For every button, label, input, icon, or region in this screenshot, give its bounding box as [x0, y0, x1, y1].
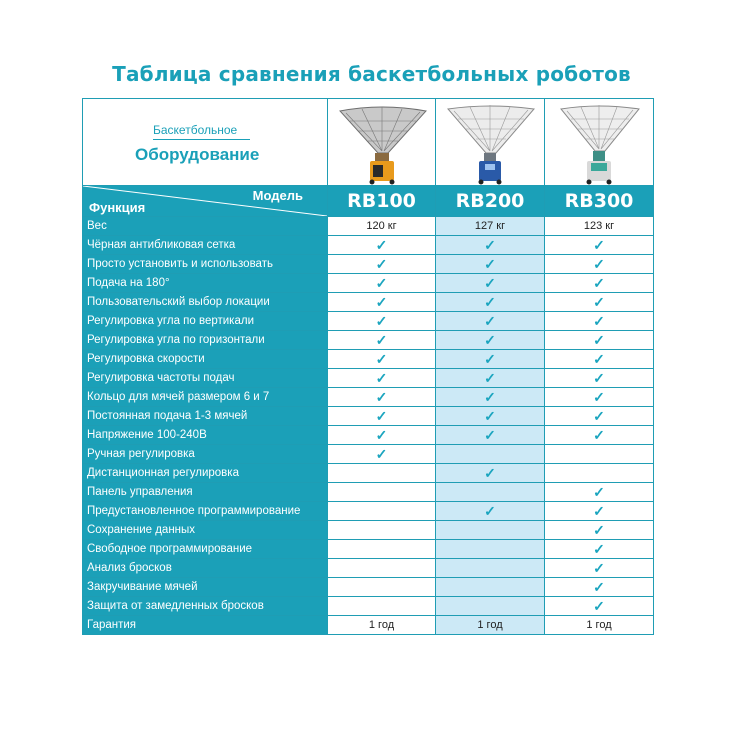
table-row: [83, 388, 654, 407]
table-row: [83, 578, 654, 597]
feature-label: Анализ бросков: [83, 559, 328, 578]
value-cell: 1 год: [545, 616, 654, 635]
value-cell: 120 кг: [328, 217, 436, 236]
product-image-rb100: [328, 99, 436, 186]
empty-cell: [328, 597, 436, 616]
table-row: [83, 293, 654, 312]
empty-cell: [436, 521, 545, 540]
value-cell: 123 кг: [545, 217, 654, 236]
feature-label: Подача на 180°: [83, 274, 328, 293]
model-rb200: RB200: [436, 186, 545, 217]
check-icon: ✓: [436, 407, 545, 426]
header-row: [83, 186, 654, 217]
check-icon: ✓: [545, 502, 654, 521]
feature-label: Регулировка угла по горизонтали: [83, 331, 328, 350]
page-title: Таблица сравнения баскетбольных роботов: [112, 62, 631, 86]
check-icon: ✓: [328, 350, 436, 369]
table-row: [83, 559, 654, 578]
empty-cell: [436, 559, 545, 578]
feature-label: Регулировка частоты подач: [83, 369, 328, 388]
empty-cell: [328, 464, 436, 483]
model-rb300: RB300: [545, 186, 654, 217]
empty-cell: [328, 502, 436, 521]
table-row: [83, 445, 654, 464]
table-row: [83, 483, 654, 502]
header-corner-cell: [83, 186, 328, 217]
product-image-rb300: [545, 99, 654, 186]
check-icon: ✓: [436, 464, 545, 483]
feature-label: Напряжение 100-240В: [83, 426, 328, 445]
check-icon: ✓: [328, 255, 436, 274]
value-cell: 1 год: [436, 616, 545, 635]
table-row: [83, 407, 654, 426]
brand-logo: [83, 99, 328, 186]
table-row: [83, 369, 654, 388]
table-row: [83, 312, 654, 331]
check-icon: ✓: [545, 407, 654, 426]
check-icon: ✓: [436, 369, 545, 388]
feature-label: Дистанционная регулировка: [83, 464, 328, 483]
empty-cell: [328, 540, 436, 559]
table-row: [83, 616, 654, 635]
empty-cell: [328, 483, 436, 502]
check-icon: ✓: [545, 388, 654, 407]
comparison-table: [82, 98, 654, 635]
check-icon: ✓: [545, 540, 654, 559]
check-icon: ✓: [328, 236, 436, 255]
robot-rb100-image: [332, 101, 432, 185]
check-icon: ✓: [545, 312, 654, 331]
feature-label: Панель управления: [83, 483, 328, 502]
product-image-rb200: [436, 99, 545, 186]
empty-cell: [436, 540, 545, 559]
feature-label: Пользовательский выбор локации: [83, 293, 328, 312]
check-icon: ✓: [436, 388, 545, 407]
feature-label: Сохранение данных: [83, 521, 328, 540]
value-cell: 127 кг: [436, 217, 545, 236]
empty-cell: [545, 464, 654, 483]
check-icon: ✓: [328, 445, 436, 464]
check-icon: ✓: [328, 293, 436, 312]
check-icon: ✓: [436, 293, 545, 312]
empty-cell: [328, 521, 436, 540]
model-rb100: RB100: [328, 186, 436, 217]
empty-cell: [436, 445, 545, 464]
empty-cell: [436, 597, 545, 616]
check-icon: ✓: [545, 255, 654, 274]
robot-rb200-image: [440, 101, 540, 185]
check-icon: ✓: [328, 426, 436, 445]
check-icon: ✓: [436, 236, 545, 255]
feature-label: Регулировка скорости: [83, 350, 328, 369]
logo-line1: Баскетбольное: [153, 123, 238, 137]
check-icon: ✓: [436, 502, 545, 521]
check-icon: ✓: [545, 578, 654, 597]
robot-rb300-image: [549, 101, 649, 185]
check-icon: ✓: [545, 483, 654, 502]
check-icon: ✓: [545, 293, 654, 312]
feature-label: Чёрная антибликовая сетка: [83, 236, 328, 255]
check-icon: ✓: [328, 407, 436, 426]
table-row: [83, 350, 654, 369]
empty-cell: [328, 559, 436, 578]
check-icon: ✓: [436, 312, 545, 331]
feature-label: Предустановленное программирование: [83, 502, 328, 521]
feature-label: Просто установить и использовать: [83, 255, 328, 274]
check-icon: ✓: [545, 350, 654, 369]
check-icon: ✓: [545, 597, 654, 616]
check-icon: ✓: [328, 274, 436, 293]
feature-rows: [83, 217, 654, 635]
table-row: [83, 502, 654, 521]
check-icon: ✓: [545, 559, 654, 578]
check-icon: ✓: [545, 236, 654, 255]
check-icon: ✓: [328, 312, 436, 331]
empty-cell: [436, 578, 545, 597]
feature-label: Вес: [83, 217, 328, 236]
empty-cell: [545, 445, 654, 464]
check-icon: ✓: [545, 369, 654, 388]
image-row: [83, 99, 654, 186]
model-label: Модель: [252, 188, 303, 203]
empty-cell: [436, 483, 545, 502]
table-row: [83, 331, 654, 350]
check-icon: ✓: [436, 350, 545, 369]
check-icon: ✓: [545, 426, 654, 445]
table-row: [83, 597, 654, 616]
table-row: [83, 217, 654, 236]
check-icon: ✓: [328, 369, 436, 388]
feature-label: Регулировка угла по вертикали: [83, 312, 328, 331]
feature-label: Гарантия: [83, 616, 328, 635]
feature-label: Свободное программирование: [83, 540, 328, 559]
table-row: [83, 426, 654, 445]
table-row: [83, 236, 654, 255]
table-row: [83, 255, 654, 274]
table-row: [83, 521, 654, 540]
table-row: [83, 464, 654, 483]
check-icon: ✓: [328, 331, 436, 350]
check-icon: ✓: [328, 388, 436, 407]
check-icon: ✓: [545, 274, 654, 293]
table-row: [83, 540, 654, 559]
value-cell: 1 год: [328, 616, 436, 635]
check-icon: ✓: [436, 426, 545, 445]
logo-line2: Оборудование: [135, 145, 260, 164]
feature-label: Ручная регулировка: [83, 445, 328, 464]
feature-label: Постоянная подача 1-3 мячей: [83, 407, 328, 426]
feature-label: Закручивание мячей: [83, 578, 328, 597]
check-icon: ✓: [545, 521, 654, 540]
function-label: Функция: [89, 200, 146, 215]
check-icon: ✓: [436, 274, 545, 293]
check-icon: ✓: [436, 255, 545, 274]
feature-label: Кольцо для мячей размером 6 и 7: [83, 388, 328, 407]
feature-label: Защита от замедленных бросков: [83, 597, 328, 616]
check-icon: ✓: [436, 331, 545, 350]
check-icon: ✓: [545, 331, 654, 350]
empty-cell: [328, 578, 436, 597]
table-row: [83, 274, 654, 293]
logo-underline: [153, 139, 250, 140]
